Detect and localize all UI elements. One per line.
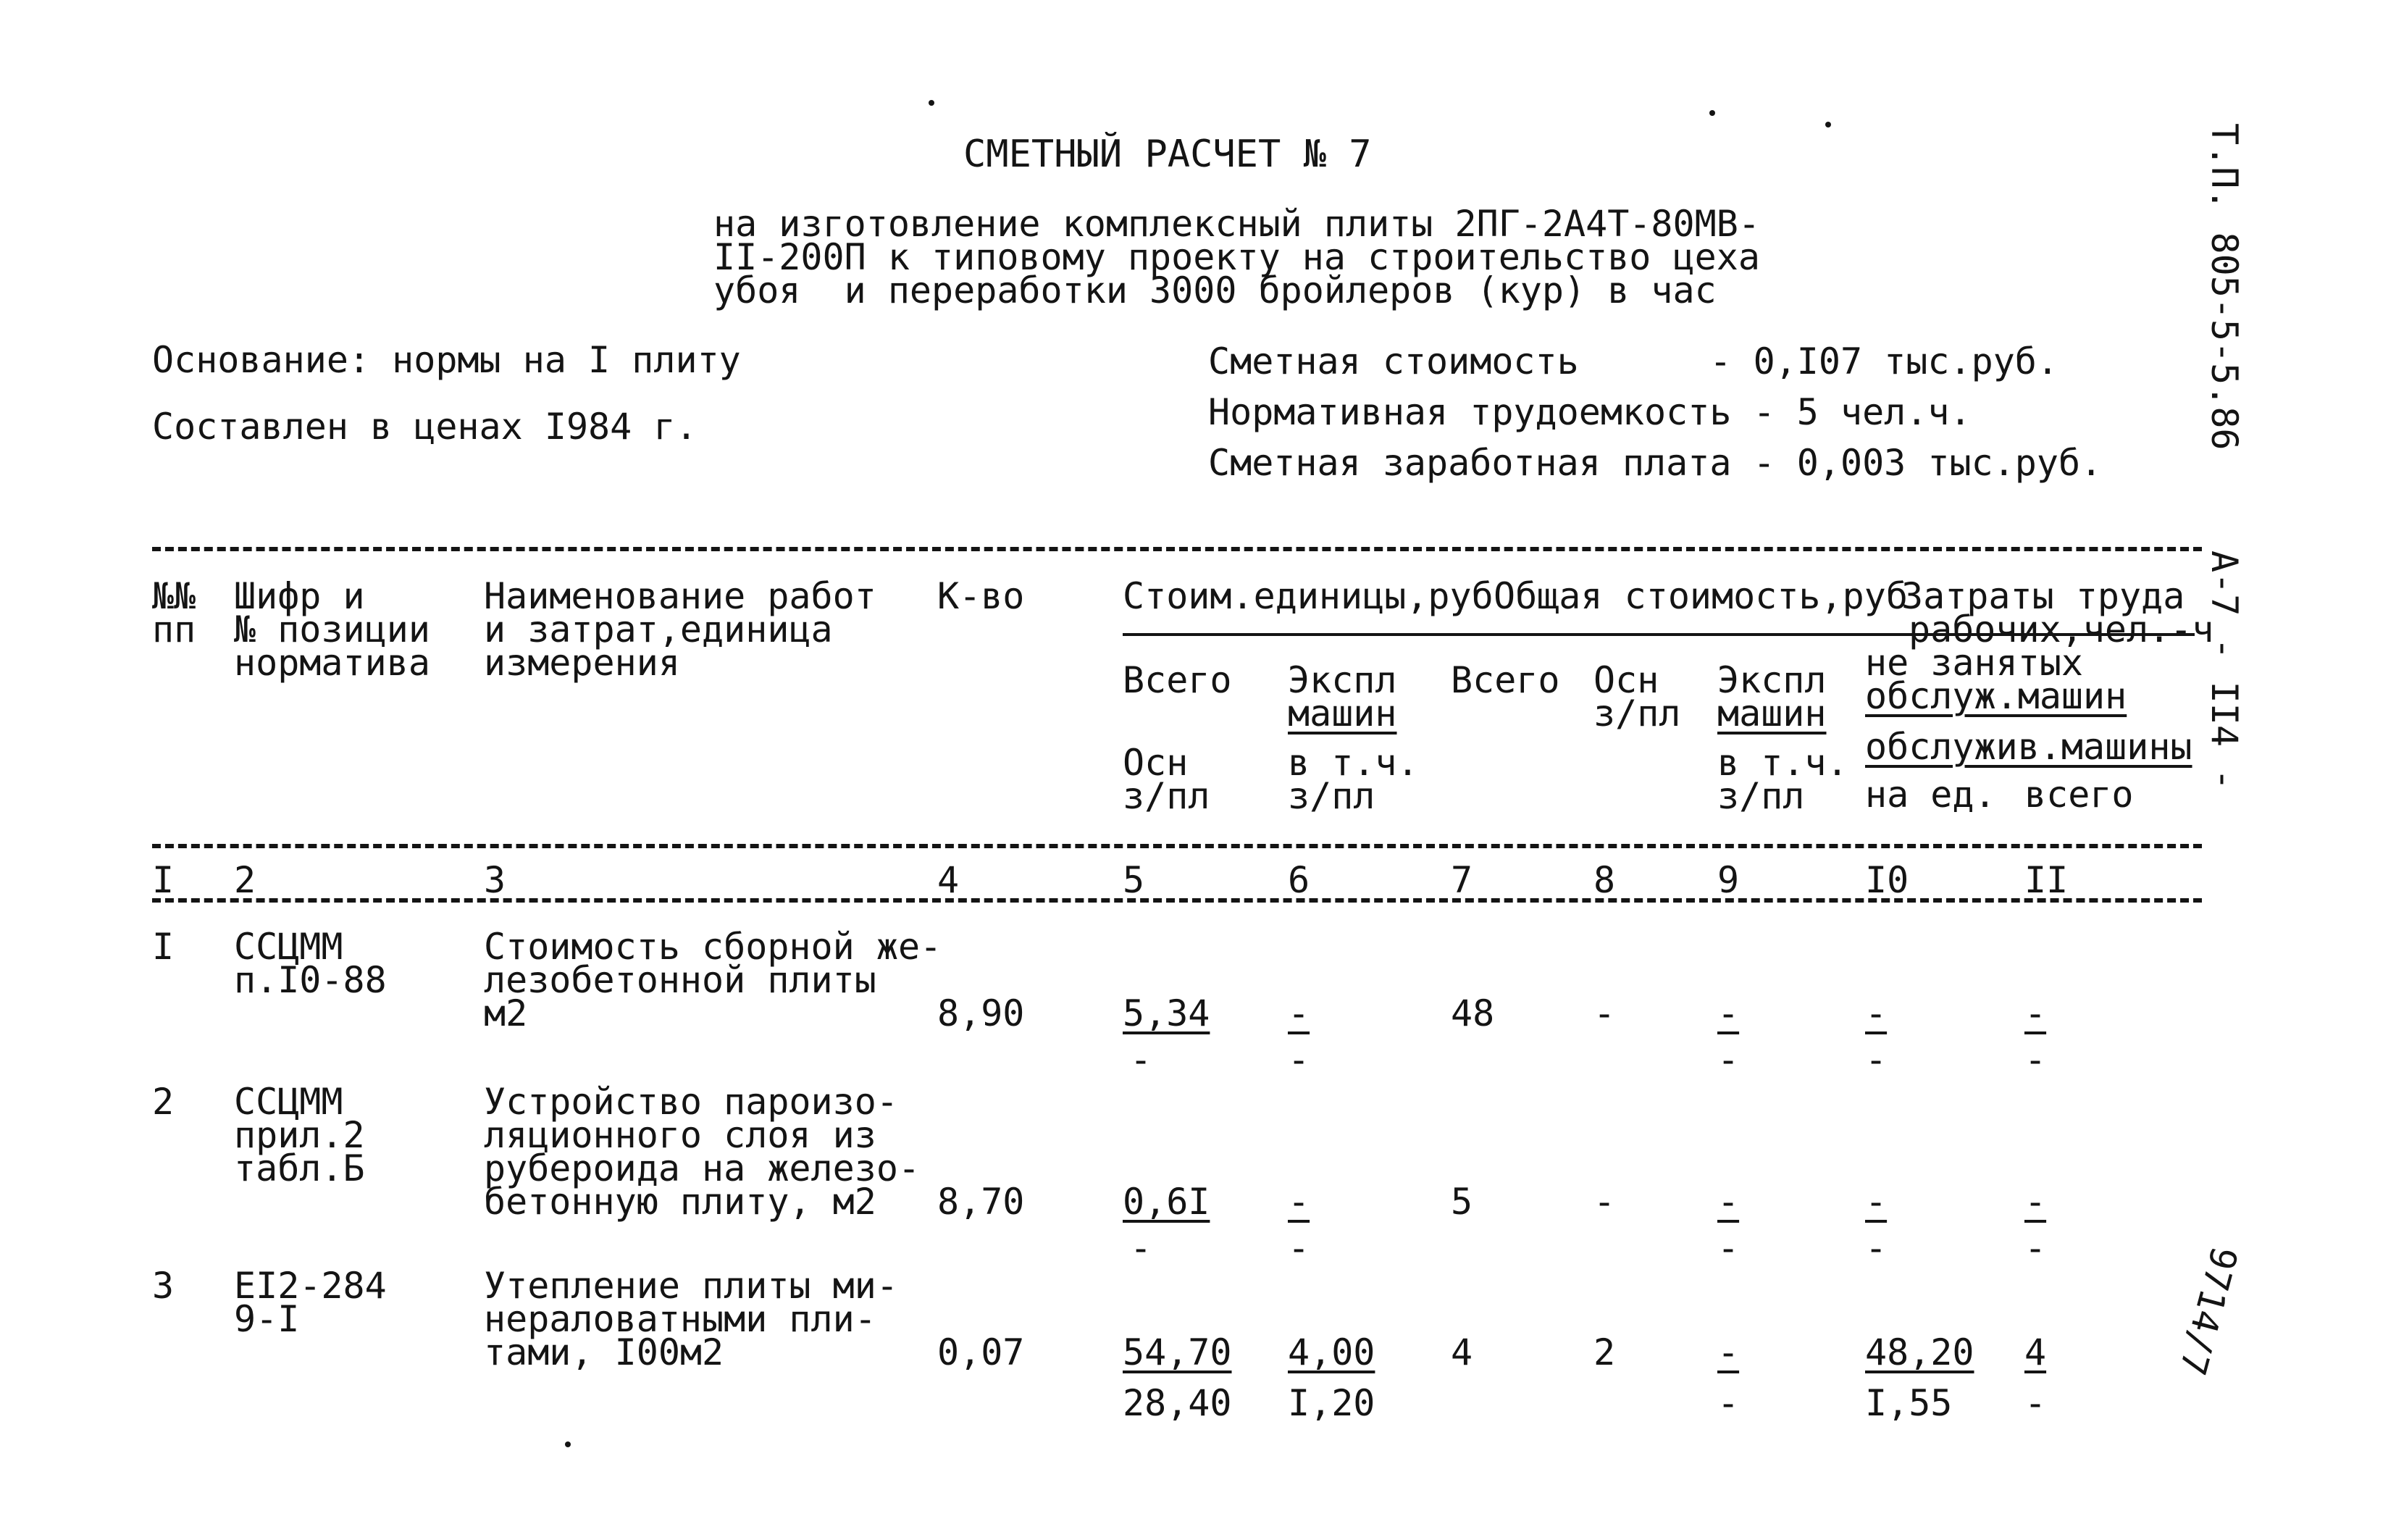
col-number-5: 5 [1123, 859, 1145, 901]
row-name-line: бетонную плиту, м2 [484, 1181, 876, 1223]
row-name-line: рубероида на железо- [484, 1147, 921, 1189]
col-number-3: 3 [484, 859, 506, 901]
header-labor-2: рабочих,чел.-ч [1909, 608, 2214, 650]
row-number: I [152, 926, 175, 968]
margin-sheet-code: 9714/7 [2171, 1242, 2245, 1380]
header-code-3: норматива [234, 642, 430, 684]
col-number-8: 8 [1593, 859, 1616, 901]
scan-speck [565, 1441, 571, 1447]
row-quantity: 0,07 [937, 1331, 1025, 1373]
row-code-line: прил.2 [234, 1114, 365, 1156]
row-labor-per-unit: - [1865, 1181, 1888, 1223]
row-unit-wages: - [1130, 1227, 1152, 1269]
document-title: СМЕТНЫЙ РАСЧЕТ № 7 [963, 133, 1372, 176]
header-all-vtch-1: в т.ч. [1717, 742, 1848, 784]
header-all-ekspl-2: машин [1717, 692, 1827, 735]
row-name-line: м2 [484, 992, 528, 1034]
row-code-line: ССЦММ [234, 926, 343, 968]
row-labor-total-serving: - [2024, 1227, 2047, 1269]
subtitle-line-2: II-200П к типовому проекту на строительство цеха [713, 236, 1760, 278]
row-number: 3 [152, 1265, 175, 1307]
header-num-1: №№ [152, 575, 196, 617]
header-all-osn-2: з/пл [1593, 692, 1681, 735]
row-name-line: лезобетонной плиты [484, 959, 876, 1001]
row-total-wages: - [1593, 992, 1616, 1034]
row-unit-machines-wages: - [1288, 1039, 1310, 1081]
header-unit-ekspl-1: Экспл [1288, 659, 1397, 701]
header-labor: Затраты труда [1901, 575, 2185, 617]
subtitle-line-3: убоя и переработки 3000 бройлеров (кур) в час [713, 269, 1717, 311]
basis-text: Основание: нормы на I плиту [152, 339, 741, 381]
row-unit-wages: - [1130, 1039, 1152, 1081]
header-all-ekspl-1: Экспл [1717, 659, 1827, 701]
row-labor-per-unit-serving: - [1865, 1227, 1888, 1269]
header-name-2: и затрат,единица [484, 608, 833, 650]
row-total-machines: - [1717, 992, 1740, 1034]
prices-year-text: Составлен в ценах I984 г. [152, 406, 698, 448]
header-unit-total: Всего [1123, 659, 1232, 701]
header-qty: К-во [937, 575, 1025, 617]
header-unit-osn-1: Осн [1123, 742, 1189, 784]
row-labor-total-serving: - [2024, 1382, 2047, 1424]
subtitle-line-1: на изготовление комплексный плиты 2ПГ-2А4Т-80МВ- [713, 203, 1760, 245]
row-code-line: п.I0-88 [234, 959, 387, 1001]
header-unit-cost: Стоим.единицы,руб [1123, 575, 1494, 617]
row-total-machines-wages: - [1717, 1382, 1740, 1424]
row-total-wages: 2 [1593, 1331, 1616, 1373]
col-number-9: 9 [1717, 859, 1740, 901]
col-number-2: 2 [234, 859, 256, 901]
row-unit-machines: 4,00 [1288, 1331, 1375, 1373]
header-all-osn-1: Осн [1593, 659, 1659, 701]
col-number-1: I [152, 859, 175, 901]
row-name-line: ляционного слоя из [484, 1114, 876, 1156]
header-not-busy-1: не занятых [1865, 642, 2084, 684]
row-quantity: 8,70 [937, 1181, 1025, 1223]
col-number-11: II [2024, 859, 2069, 901]
header-code-1: Шифр и [234, 575, 365, 617]
row-unit-wages: 28,40 [1123, 1382, 1232, 1424]
header-unit-osn-2: з/пл [1123, 775, 1210, 817]
row-labor-total: - [2024, 1181, 2047, 1223]
row-name-line: Стоимость сборной же- [484, 926, 942, 968]
header-unit-vtch-1: в т.ч. [1288, 742, 1419, 784]
summary-estimated-cost: Сметная стоимость - 0,I07 тыс.руб. [1208, 340, 2058, 382]
header-total: всего [2024, 774, 2134, 816]
col-number-10: I0 [1865, 859, 1909, 901]
header-unit-vtch-2: з/пл [1288, 775, 1375, 817]
row-labor-per-unit-serving: I,55 [1865, 1382, 1953, 1424]
row-total: 5 [1451, 1181, 1473, 1223]
row-quantity: 8,90 [937, 992, 1025, 1034]
row-total-wages: - [1593, 1181, 1616, 1223]
header-num-2: пп [152, 608, 196, 650]
header-code-2: № позиции [234, 608, 430, 650]
scan-speck [929, 100, 934, 106]
header-per-unit: на ед. [1865, 774, 1996, 816]
row-total-machines-wages: - [1717, 1227, 1740, 1269]
row-code-line: ССЦММ [234, 1081, 343, 1123]
row-unit-total: 54,70 [1123, 1331, 1232, 1373]
row-unit-total: 5,34 [1123, 992, 1210, 1034]
row-labor-total: - [2024, 992, 2047, 1034]
col-number-6: 6 [1288, 859, 1310, 901]
header-all-vtch-2: з/пл [1717, 775, 1805, 817]
row-labor-total-serving: - [2024, 1039, 2047, 1081]
row-unit-machines: - [1288, 992, 1310, 1034]
row-code-line: ЕI2-284 [234, 1265, 387, 1307]
row-total: 4 [1451, 1331, 1473, 1373]
row-labor-total: 4 [2024, 1331, 2047, 1373]
summary-wages: Сметная заработная плата - 0,003 тыс.руб. [1208, 442, 2103, 484]
row-unit-machines-wages: - [1288, 1227, 1310, 1269]
row-total-machines: - [1717, 1331, 1740, 1373]
row-unit-machines: - [1288, 1181, 1310, 1223]
scan-speck [1709, 110, 1715, 116]
row-total: 48 [1451, 992, 1495, 1034]
row-total-machines-wages: - [1717, 1039, 1740, 1081]
row-total-machines: - [1717, 1181, 1740, 1223]
col-number-4: 4 [937, 859, 960, 901]
header-unit-ekspl-2: машин [1288, 692, 1397, 735]
header-not-busy-2: обслуж.машин [1865, 675, 2127, 717]
row-name-line: нераловатными пли- [484, 1298, 876, 1340]
row-code-line: табл.Б [234, 1147, 365, 1189]
row-name-line: тами, I00м2 [484, 1331, 724, 1373]
row-labor-per-unit: - [1865, 992, 1888, 1034]
row-unit-total: 0,6I [1123, 1181, 1210, 1223]
table-top-rule [152, 547, 2202, 551]
row-labor-per-unit-serving: - [1865, 1039, 1888, 1081]
header-total-cost: Общая стоимость,руб [1494, 575, 1908, 617]
header-name-1: Наименование работ [484, 575, 876, 617]
row-number: 2 [152, 1081, 175, 1123]
row-name-line: Утепление плиты ми- [484, 1265, 898, 1307]
header-name-3: измерения [484, 642, 680, 684]
summary-labor: Нормативная трудоемкость - 5 чел.ч. [1208, 391, 1972, 433]
row-unit-machines-wages: I,20 [1288, 1382, 1375, 1424]
margin-doc-number: Т.П. 805-5-5.86 [2203, 123, 2245, 451]
header-all-total: Всего [1451, 659, 1560, 701]
margin-album: А-7 - II4 - [2203, 551, 2245, 791]
header-bottom-rule [152, 844, 2202, 848]
header-serving: обслужив.машины [1865, 726, 2192, 768]
row-name-line: Устройство пароизо- [484, 1081, 898, 1123]
col-number-7: 7 [1451, 859, 1473, 901]
row-labor-per-unit: 48,20 [1865, 1331, 1974, 1373]
row-code-line: 9-I [234, 1298, 300, 1340]
scan-speck [1825, 122, 1831, 127]
